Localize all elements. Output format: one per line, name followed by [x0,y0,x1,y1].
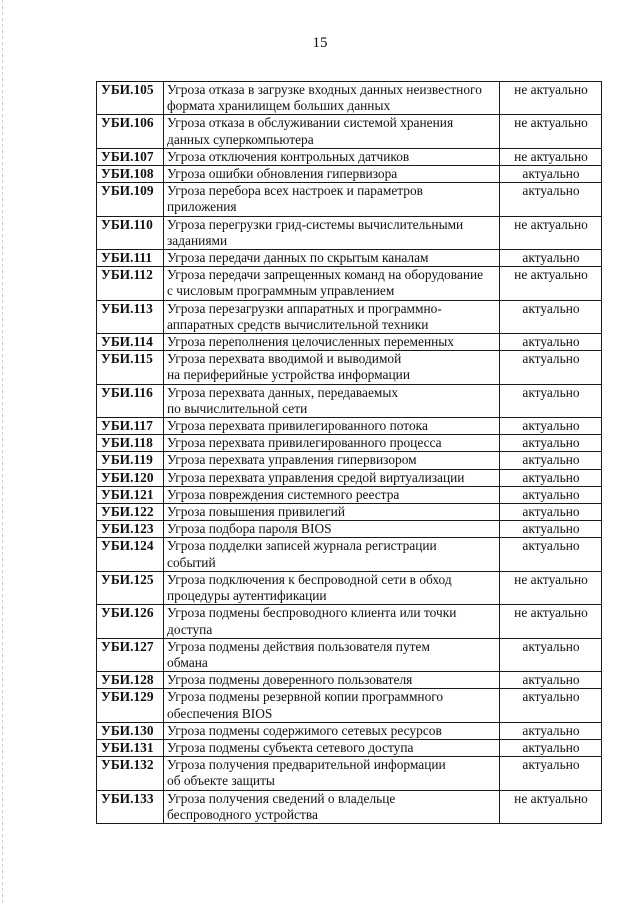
table-row [97,571,602,604]
table-row [97,538,602,571]
threat-code: УБИ.116 [97,384,164,417]
threat-description [164,689,500,722]
table-row [97,166,602,183]
threat-description [164,722,500,739]
relevance-status: актуально [500,739,602,756]
table-row [97,521,602,538]
relevance-status: актуально [500,504,602,521]
threat-description-line: формата хранилищем больших данных [167,98,391,114]
threat-code: УБИ.127 [97,638,164,671]
threat-description-line: Угроза повреждения системного реестра [167,486,400,502]
threat-description [164,267,500,300]
threat-description-line: на периферийные устройства информации [167,367,410,383]
threat-code: УБИ.121 [97,486,164,503]
threat-code: УБИ.119 [97,452,164,469]
table-row [97,250,602,267]
threat-description-line: приложения [167,199,237,215]
threat-code: УБИ.130 [97,722,164,739]
threat-description-line: Угроза подмены доверенного пользователя [167,672,413,688]
threat-description [164,605,500,638]
table-row [97,82,602,115]
threat-description-line: Угроза отказа в обслуживании системой хранения [167,115,454,131]
threat-description [164,571,500,604]
relevance-status: не актуально [500,82,602,115]
table-row [97,452,602,469]
table-row [97,469,602,486]
threat-code: УБИ.122 [97,504,164,521]
threat-description [164,250,500,267]
relevance-status: не актуально [500,216,602,249]
relevance-status: актуально [500,757,602,790]
threat-description-line: Угроза передачи данных по скрытым каналам [167,250,429,266]
threat-description-line: Угроза подключения к беспроводной сети в обход [167,571,452,587]
threat-description-line: с числовым программным управлением [167,283,395,299]
table-row [97,300,602,333]
relevance-status: не актуально [500,605,602,638]
threat-code: УБИ.107 [97,148,164,165]
threat-code: УБИ.125 [97,571,164,604]
threat-description [164,790,500,823]
table-row [97,486,602,503]
threat-description [164,672,500,689]
table-row [97,757,602,790]
threat-description-line: Угроза получения предварительной информации [167,757,446,773]
threat-description-line: Угроза перехвата данных, передаваемых [167,384,399,400]
threat-description-line: Угроза перехвата привилегированного процесса [167,435,442,451]
relevance-status: не актуально [500,267,602,300]
threat-description-line: Угроза перебора всех настроек и параметров [167,183,423,199]
threat-description [164,300,500,333]
threat-description [164,757,500,790]
threat-description [164,538,500,571]
relevance-status: актуально [500,183,602,216]
threat-code: УБИ.129 [97,689,164,722]
threat-description [164,486,500,503]
threat-code: УБИ.118 [97,435,164,452]
threat-description-line: об объекте защиты [167,773,275,789]
threat-description-line: Угроза перехвата привилегированного потока [167,418,428,434]
threat-description-line: Угроза перехвата управления гипервизором [167,452,417,468]
relevance-status: актуально [500,300,602,333]
threat-description-line: Угроза подделки записей журнала регистрации [167,538,437,554]
relevance-status: не актуально [500,115,602,148]
threat-description-line: Угроза подмены действия пользователя путем [167,638,430,654]
threat-code: УБИ.115 [97,351,164,384]
threat-description-line: Угроза подмены содержимого сетевых ресурсов [167,722,442,738]
table-row [97,148,602,165]
relevance-status: актуально [500,452,602,469]
threat-description [164,638,500,671]
threat-code: УБИ.117 [97,418,164,435]
threat-code: УБИ.132 [97,757,164,790]
threat-description-line: Угроза подмены беспроводного клиента или точки [167,605,457,621]
table-row [97,435,602,452]
threat-description-line: Угроза повышения привилегий [167,504,346,520]
table-row [97,739,602,756]
table-row [97,183,602,216]
threat-code: УБИ.109 [97,183,164,216]
threat-description [164,148,500,165]
threat-code: УБИ.108 [97,166,164,183]
table-row [97,115,602,148]
table-row [97,504,602,521]
table-row [97,790,602,823]
threat-description-line: Угроза перезагрузки аппаратных и программно- [167,300,442,316]
table-row [97,722,602,739]
threat-description-line: Угроза перехвата управления средой виртуализации [167,469,465,485]
table-row [97,418,602,435]
threat-description-line: обеспечения BIOS [167,705,273,721]
threat-code: УБИ.128 [97,672,164,689]
threat-description-line: Угроза отключения контрольных датчиков [167,148,410,164]
relevance-status: актуально [500,435,602,452]
threat-description [164,183,500,216]
threat-code: УБИ.120 [97,469,164,486]
threat-code: УБИ.113 [97,300,164,333]
relevance-status: актуально [500,521,602,538]
threat-description [164,521,500,538]
threat-description-line: заданиями [167,232,228,248]
table-row [97,216,602,249]
threat-description-line: аппаратных средств вычислительной техники [167,316,429,332]
threat-code: УБИ.124 [97,538,164,571]
table-row [97,351,602,384]
threat-description-line: доступа [167,621,213,637]
threat-description-line: Угроза перегрузки грид-системы вычислительными [167,216,464,232]
threat-code: УБИ.131 [97,739,164,756]
relevance-status: актуально [500,351,602,384]
table-row [97,267,602,300]
relevance-status: актуально [500,166,602,183]
threat-description [164,418,500,435]
threat-description-line: беспроводного устройства [167,806,318,822]
threat-code: УБИ.105 [97,82,164,115]
threat-description [164,351,500,384]
relevance-status: актуально [500,418,602,435]
threat-description [164,166,500,183]
threat-code: УБИ.112 [97,267,164,300]
threat-description-line: Угроза отказа в загрузке входных данных неизвестного [167,82,482,97]
threat-description [164,216,500,249]
relevance-status: актуально [500,638,602,671]
threat-description [164,82,500,115]
relevance-status: актуально [500,384,602,417]
scan-edge [2,0,3,905]
threat-description [164,452,500,469]
relevance-status: не актуально [500,790,602,823]
threat-description-line: Угроза перехвата вводимой и выводимой [167,351,402,367]
threat-description-line: событий [167,554,216,570]
threat-description [164,384,500,417]
threat-description [164,334,500,351]
threat-description-line: по вычислительной сети [167,400,308,416]
threat-code: УБИ.106 [97,115,164,148]
threat-code: УБИ.126 [97,605,164,638]
threat-description-line: Угроза передачи запрещенных команд на оборудование [167,267,484,283]
threat-description-line: Угроза ошибки обновления гипервизора [167,166,398,182]
relevance-status: актуально [500,672,602,689]
threat-code: УБИ.133 [97,790,164,823]
relevance-status: не актуально [500,571,602,604]
table-row [97,689,602,722]
threat-table-body [97,82,602,824]
relevance-status: актуально [500,486,602,503]
relevance-status: актуально [500,469,602,486]
threat-description [164,469,500,486]
relevance-status: актуально [500,538,602,571]
threat-description-line: Угроза получения сведений о владельце [167,790,396,806]
table-row [97,384,602,417]
relevance-status: актуально [500,722,602,739]
threat-description-line: Угроза подбора пароля BIOS [167,521,332,537]
relevance-status: актуально [500,334,602,351]
page-number: 15 [312,35,328,51]
relevance-status: не актуально [500,148,602,165]
relevance-status: актуально [500,250,602,267]
threat-description [164,115,500,148]
relevance-status: актуально [500,689,602,722]
threat-description [164,435,500,452]
threat-description-line: Угроза подмены резервной копии программного [167,689,444,705]
threat-description [164,739,500,756]
threat-table [96,81,602,824]
threat-code: УБИ.123 [97,521,164,538]
table-row [97,638,602,671]
threat-description [164,504,500,521]
threat-code: УБИ.111 [97,250,164,267]
threat-description-line: данных суперкомпьютера [167,131,314,147]
threat-description-line: процедуры аутентификации [167,588,327,604]
threat-description-line: Угроза подмены субъекта сетевого доступа [167,739,414,755]
table-row [97,672,602,689]
table-row [97,334,602,351]
threat-description-line: обмана [167,654,208,670]
threat-description-line: Угроза переполнения целочисленных переменных [167,334,455,350]
threat-code: УБИ.114 [97,334,164,351]
threat-code: УБИ.110 [97,216,164,249]
table-row [97,605,602,638]
